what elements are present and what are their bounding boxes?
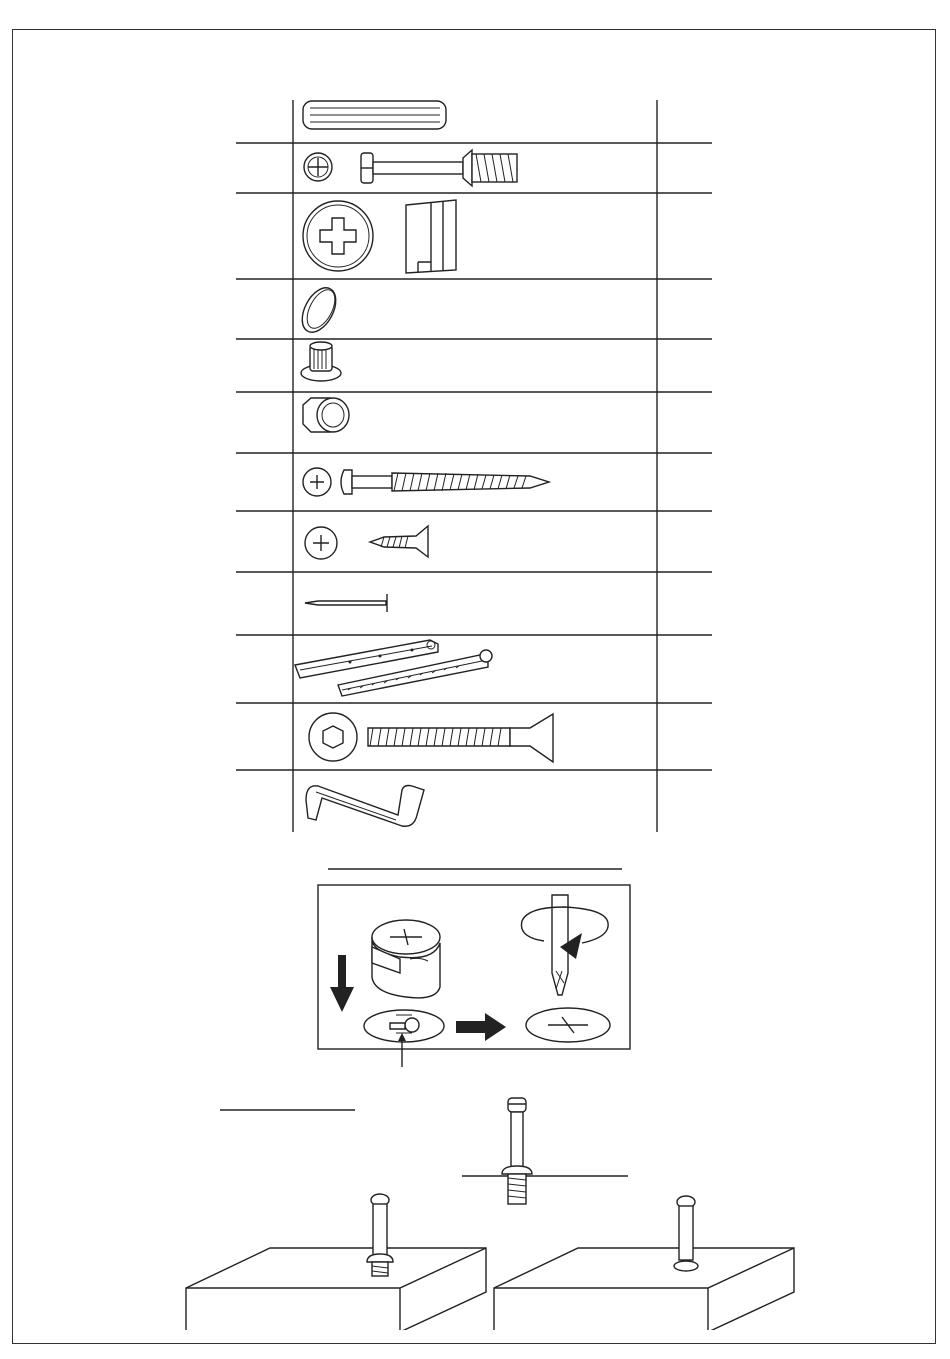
- right-arrow-icon: [456, 1013, 506, 1041]
- cam-bolt-icon: [304, 150, 517, 186]
- short-countersunk-screw-icon: [305, 526, 428, 559]
- long-phillips-screw-icon: [303, 468, 549, 496]
- cam-bolt-icon: [502, 1098, 532, 1204]
- allen-key-icon: [306, 786, 424, 827]
- wood-panel-icon: [494, 1248, 794, 1330]
- hex-socket-screw-icon: [309, 713, 553, 762]
- wooden-dowel-icon: [303, 101, 446, 129]
- cam-lock-diagram: [300, 855, 650, 1075]
- down-arrow-icon: [330, 955, 354, 1012]
- cam-lock-icon: [303, 200, 456, 273]
- drawer-slide-rail-icon: [295, 640, 492, 696]
- plastic-bushing-icon: [303, 398, 349, 432]
- cam-lock-icon: [372, 920, 440, 998]
- cover-cap-icon: [295, 282, 342, 338]
- wood-panel-icon: [186, 1248, 486, 1330]
- shelf-support-pin-icon: [301, 342, 341, 381]
- cam-bolt-installation: [180, 1090, 800, 1330]
- nail-icon: [305, 594, 387, 612]
